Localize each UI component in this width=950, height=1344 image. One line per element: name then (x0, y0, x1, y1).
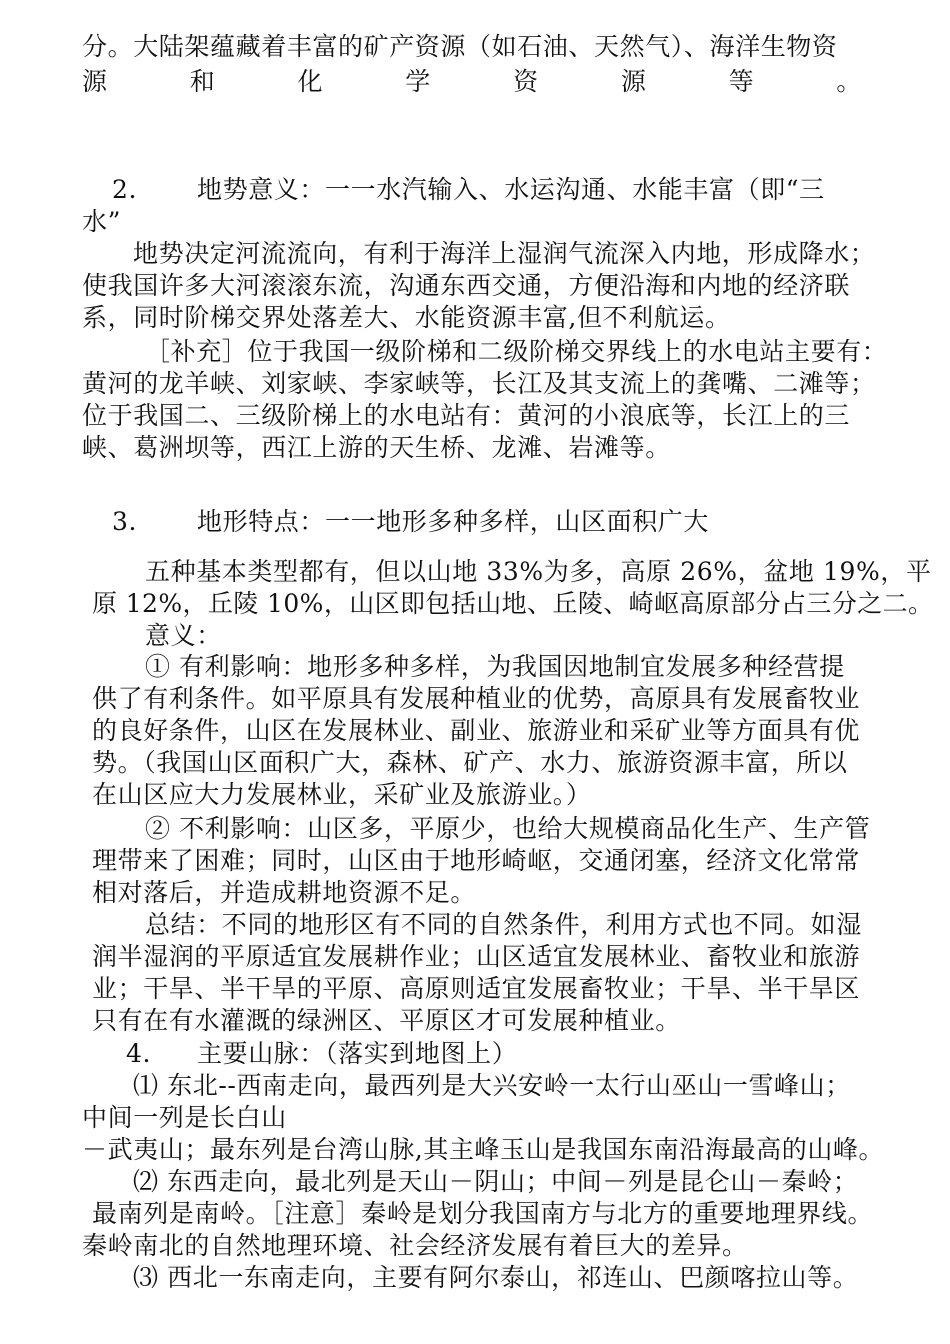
text-line: ② 不利影响：山区多，平原少，也给大规模商品化生产、生产管 (145, 814, 871, 843)
char: 。 (836, 67, 862, 96)
text-line: 润半湿润的平原适宜发展耕作业；山区适宜发展林业、畜牧业和旅游 (92, 942, 861, 971)
text-line: 理带来了困难；同时，山区由于地形崎岖，交通闭塞，经济文化常常 (92, 846, 861, 875)
text-line: 相对落后，并造成耕地资源不足。 (92, 878, 477, 907)
text-line: 五种基本类型都有，但以山地 33%为多，高原 26%，盆地 19%，平 (145, 557, 932, 586)
text-line: ⑴ 东北--西南走向，最西列是大兴安岭一太行山巫山一雪峰山； (133, 1071, 851, 1100)
text-line: 供了有利条件。如平原具有发展种植业的优势，高原具有发展畜牧业 (92, 684, 861, 713)
section-number: 4. (126, 1039, 152, 1068)
text-line: 原 12%，丘陵 10%，山区即包括山地、丘陵、崎岖高原部分占三分之二。 (92, 589, 934, 618)
text-line: 最南列是南岭。［注意］秦岭是划分我国南方与北方的重要地理界线。 (92, 1199, 874, 1228)
char: 化 (297, 67, 324, 96)
text-line: －武夷山；最东列是台湾山脉,其主峰玉山是我国东南沿海最高的山峰。 (82, 1135, 885, 1164)
section-heading: 主要山脉：（落实到地图上） (197, 1039, 518, 1068)
text-line: 地势决定河流流向，有利于海洋上湿润气流深入内地，形成降水； (133, 239, 876, 268)
text-line: 系，同时阶梯交界处落差大、水能资源丰富,但不利航运。 (82, 303, 731, 332)
char: 和 (189, 67, 216, 96)
section-number: 3. (112, 507, 138, 536)
text-line: ［补充］位于我国一级阶梯和二级阶梯交界线上的水电站主要有： (145, 337, 888, 366)
section-heading: 地形特点：一一地形多种多样，山区面积广大 (197, 507, 710, 536)
section-number: 2. (112, 175, 138, 204)
text-line: 意义： (145, 621, 222, 650)
text-line: 只有在有水灌溉的绿洲区、平原区才可发展种植业。 (92, 1006, 681, 1035)
char: 源 (82, 67, 108, 96)
char: 源 (620, 67, 647, 96)
char: 学 (405, 67, 431, 96)
text-line: 黄河的龙羊峡、刘家峡、李家峡等，长江及其支流上的龚嘴、二滩等； (82, 369, 876, 398)
text-line: 秦岭南北的自然地理环境、社会经济发展有着巨大的差异。 (82, 1231, 748, 1260)
section-heading-continued: 水” (82, 207, 121, 236)
text-line: 位于我国二、三级阶梯上的水电站有：黄河的小浪底等，长江上的三 (82, 401, 851, 430)
text-line: 中间一列是长白山 (82, 1103, 287, 1132)
text-line: ⑵ 东西走向，最北列是天山－阴山；中间－列是昆仑山－秦岭； (133, 1167, 859, 1196)
text-line: 总结：不同的地形区有不同的自然条件，利用方式也不同。如湿 (145, 910, 862, 939)
text-line: 在山区应大力发展林业，采矿业及旅游业。） (92, 780, 592, 809)
text-line: 业；干旱、半干旱的平原、高原则适宜发展畜牧业；干旱、半干旱区 (92, 974, 861, 1003)
section-heading: 地势意义：一一水汽输入、水运沟通、水能丰富（即“三 (197, 175, 825, 204)
justified-text-line (82, 66, 862, 98)
text-line: 分。大陆架蕴藏着丰富的矿产资源（如石油、天然气）、海洋生物资 (82, 32, 838, 61)
char: 资 (513, 67, 539, 96)
text-line: 的良好条件，山区在发展林业、副业、旅游业和采矿业等方面具有优 (92, 716, 861, 745)
text-line: 峡、葛洲坝等，西江上游的天生桥、龙滩、岩滩等。 (82, 433, 671, 462)
text-line: ① 有利影响：地形多种多样，为我国因地制宜发展多种经营提 (145, 652, 845, 681)
text-line: 使我国许多大河滚滚东流，沟通东西交通，方便沿海和内地的经济联 (82, 271, 851, 300)
char: 等 (728, 67, 755, 96)
text-line: 势。（我国山区面积广大，森林、矿产、水力、旅游资源丰富，所以 (92, 748, 848, 777)
text-line: ⑶ 西北一东南走向，主要有阿尔泰山，祁连山、巴颜喀拉山等。 (133, 1263, 859, 1292)
